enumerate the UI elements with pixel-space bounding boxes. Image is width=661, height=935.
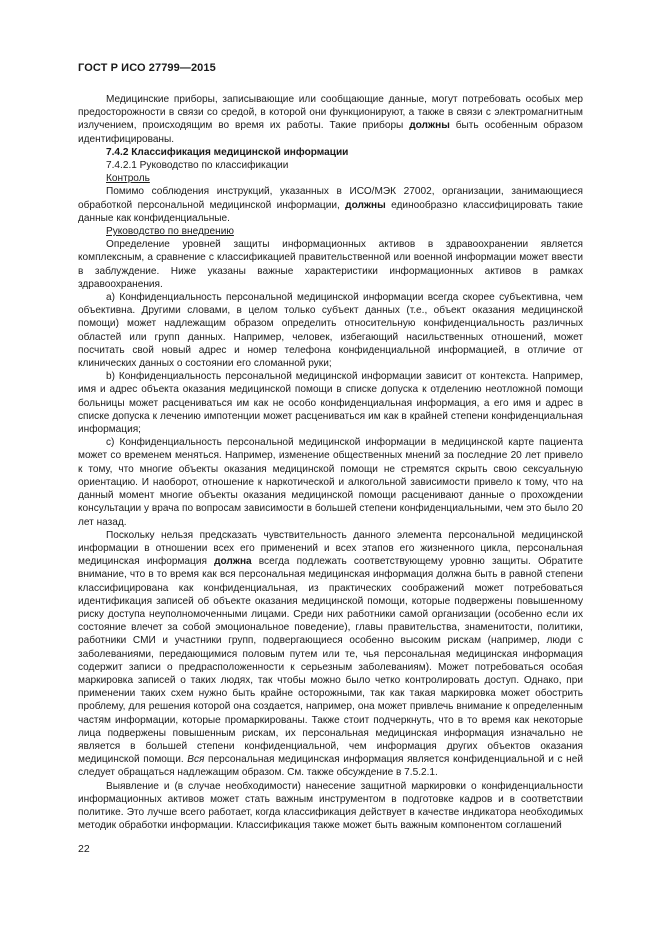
guidance-label: Руководство по внедрению <box>106 226 234 238</box>
paragraph-marking: Выявление и (в случае необходимости) нанесение защитной маркировки о конфиденциальности информационных активов может стать важным инструментом в подготовке кадров и в соответствии политике. Это лучше всего работает, когда классификация действует в качестве индикатора необходимых методик обработки информации. Классификация также может быть важным компонентом соглашений <box>78 780 583 832</box>
control-label: Контроль <box>106 173 150 185</box>
page-number: 22 <box>78 843 90 855</box>
standard-header: ГОСТ Р ИСО 27799—2015 <box>78 62 216 74</box>
list-item-c: c) Конфиденциальность персональной медицинской информации в медицинской карте пациента может со временем меняться. Например, изменение общественных мнений за последние 20 лет привело к тому, что многие объекты оказания медицинской помощи не стремятся скрыть свою сексуальную ориентацию. И наоборот, отношение к наркотической и алкогольной зависимости привело к тому, что на данный момент многие объекты оказания медицинской помощи расценивают данные о прохождении консультации у врача по вопросам зависимости в большей степени конфиденциальными, чем это было 20 лет назад. <box>78 437 583 528</box>
list-item-b: b) Конфиденциальность персональной медицинской информации зависит от контекста. Например, имя и адрес объекта оказания медицинской помощи в списке допуска к отделению неотложной помощи больницы может расцениваться им как не особо конфиденциальная информация, а его имя и адрес в списке допуска к лечению импотенции может расцениваться им как в крайней степени конфиденциальная информация; <box>78 371 583 436</box>
subsection-heading-7-4-2-1: 7.4.2.1 Руководство по классификации <box>106 160 289 172</box>
document-body <box>78 93 583 832</box>
section-heading-7-4-2: 7.4.2 Классификация медицинской информации <box>106 146 349 158</box>
paragraph-control: Помимо соблюдения инструкций, указанных в ИСО/МЭК 27002, организации, занимающиеся обработкой персональной медицинской информации, должны единообразно классифицировать такие данные как конфиденциальные. <box>78 186 584 224</box>
paragraph-sensitivity: Поскольку нельзя предсказать чувствительность данного элемента персональной медицинской информации в отношении всех его применений и всех этапов его жизненного цикла, персональная медицинская информация должна всегда подлежать соответствующему уровню защиты. Обратите внимание, что в то время как вся персональная медицинская информация должна быть в равной степени классифицирована как конфиденциальная, из практических соображений может потребоваться идентификация записей об объекте оказания медицинской помощи, которые подвержены повышенному риску доступа неуполномоченными лицами. Среди них работники самой организации (особенно если их состояние влечет за собой эмоциональное поведение), главы правительства, знаменитости, политики, работники СМИ и участники групп, подвергающиеся особенно высоким рискам (например, люди с заболеваниями, передающимися половым путем или те, чья персональная медицинская информация содержит записи о предрасположенности к серьезным заболеваниям). Может потребоваться особая маркировка записей о таких людях, так чтобы можно было четко контролировать доступ. Однако, при применении таких схем нужно быть крайне осторожными, так как такая маркировка может обострить проблему, для решения которой она создается, например, она может привлечь внимание к определенным частям информации, которые промаркированы. Также стоит подчеркнуть, что в то время как некоторые лица подвержены повышенным рискам, их персональная медицинская информация изначально не является в большей степени конфиденциальной, чем информация других объектов оказания медицинской помощи. Вся персональная медицинская информация является конфиденциальной и с ней следует обращаться надлежащим образом. См. также обсуждение в 7.5.2.1. <box>78 529 584 779</box>
paragraph-protection-levels: Определение уровней защиты информационных активов в здравоохранении является комплексным, а сравнение с классификацией правительственной или военной информации может ввести в заблуждение. Ниже указаны важные характеристики информационных активов в рамках здравоохранения. <box>78 239 583 290</box>
list-item-a: a) Конфиденциальность персональной медицинской информации всегда скорее субъективна, чем объективна. Другими словами, в целом только субъект данных (т.е., объект оказания медицинской помощи) может надлежащим образом определить относительную конфиденциальность различных областей или групп данных. Например, человек, избегающий насильственных отношений, может посчитать свой новый адрес и номер телефона конфиденциальной информацией, в отличие от клинических данных о состоянии его сломанной руки; <box>78 292 583 370</box>
paragraph-medical-devices: Медицинские приборы, записывающие или сообщающие данные, могут потребовать особых мер предосторожности в связи со средой, в которой они функционируют, а также в связи с электромагнитным излучением, происходящим во время их работы. Такие приборы должны быть особенным образом идентифицированы. <box>78 94 583 145</box>
